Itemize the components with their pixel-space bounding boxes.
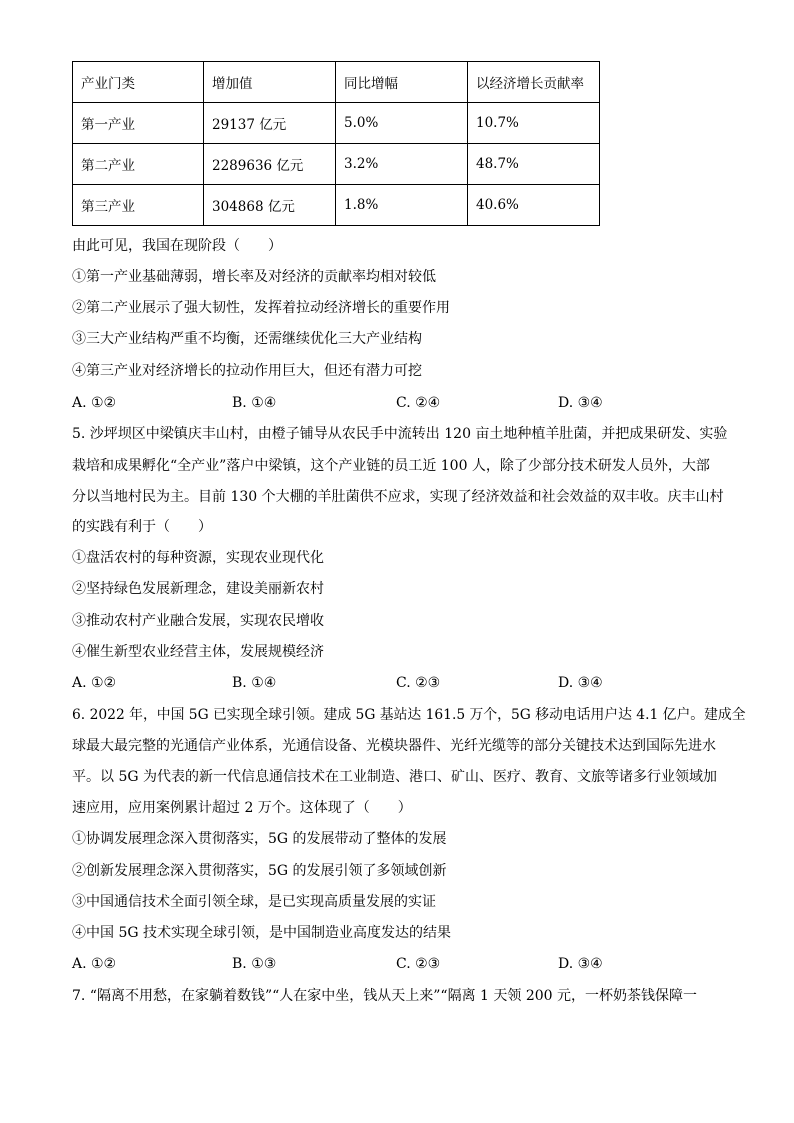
table-cell: 第一产业 <box>73 103 204 144</box>
table-header-cell: 以经济增长贡献率 <box>468 62 600 103</box>
question-6-text-line: 速应用，应用案例累计超过 2 万个。这体现了（ ） <box>72 800 412 816</box>
question-4-option-d[interactable]: D. ③④ <box>558 395 603 411</box>
question-4-statement-2: ②第二产业展示了强大韧性，发挥着拉动经济增长的重要作用 <box>72 300 450 316</box>
table-header-cell: 同比增幅 <box>336 62 468 103</box>
table-row <box>73 103 600 144</box>
table-row <box>73 185 600 226</box>
question-5-text-line: 5. 沙坪坝区中梁镇庆丰山村，由橙子铺导从农民手中流转出 120 亩土地种植羊肚菌，并把成果研发、实验 <box>72 426 728 442</box>
question-6-text-line: 球最大最完整的光通信产业体系，光通信设备、光模块器件、光纤光缆等的部分关键技术达到国际先进水 <box>72 738 716 754</box>
question-6-statement-3: ③中国通信技术全面引领全球，是已实现高质量发展的实证 <box>72 894 436 910</box>
table-cell: 第三产业 <box>73 185 204 226</box>
question-5-statement-1: ①盘活农村的每种资源，实现农业现代化 <box>72 550 324 566</box>
question-4-option-c[interactable]: C. ②④ <box>396 395 441 411</box>
question-5-statement-3: ③推动农村产业融合发展，实现农民增收 <box>72 613 324 629</box>
question-5-option-c[interactable]: C. ②③ <box>396 675 441 691</box>
question-5-text-line: 的实践有利于（ ） <box>72 519 212 535</box>
question-5-text-line: 栽培和成果孵化“全产业”落户中梁镇，这个产业链的员工近 100 人，除了少部分技术研发人员外，大部 <box>72 458 710 474</box>
table-cell: 48.7% <box>468 144 600 185</box>
table-cell: 1.8% <box>336 185 468 226</box>
question-5-statement-2: ②坚持绿色发展新理念，建设美丽新农村 <box>72 581 324 597</box>
table-header-cell: 增加值 <box>204 62 336 103</box>
table-cell: 40.6% <box>468 185 600 226</box>
table-row <box>73 144 600 185</box>
question-5-statement-4: ④催生新型农业经营主体，发展规模经济 <box>72 644 324 660</box>
table-header-cell: 产业门类 <box>73 62 204 103</box>
question-6-option-d[interactable]: D. ③④ <box>558 956 603 972</box>
table-cell: 2289636 亿元 <box>204 144 336 185</box>
question-6-option-c[interactable]: C. ②③ <box>396 956 441 972</box>
question-6-statement-4: ④中国 5G 技术实现全球引领，是中国制造业高度发达的结果 <box>72 925 451 941</box>
question-6-text-line: 平。以 5G 为代表的新一代信息通信技术在工业制造、港口、矿山、医疗、教育、文旅等诸多行业领域加 <box>72 769 717 785</box>
question-5-option-d[interactable]: D. ③④ <box>558 675 603 691</box>
table-cell: 3.2% <box>336 144 468 185</box>
question-4-statement-4: ④第三产业对经济增长的拉动作用巨大，但还有潜力可挖 <box>72 363 422 379</box>
table-cell: 29137 亿元 <box>204 103 336 144</box>
table-header-row <box>73 62 600 103</box>
question-5-text-line: 分以当地村民为主。目前 130 个大棚的羊肚菌供不应求，实现了经济效益和社会效益的双丰收。庆丰山村 <box>72 489 724 505</box>
question-6-statement-1: ①协调发展理念深入贯彻落实，5G 的发展带动了整体的发展 <box>72 831 447 847</box>
question-4-option-a[interactable]: A. ①② <box>72 395 117 411</box>
question-4-statement-3: ③三大产业结构严重不均衡，还需继续优化三大产业结构 <box>72 331 422 347</box>
question-6-statement-2: ②创新发展理念深入贯彻落实，5G 的发展引领了多领域创新 <box>72 863 447 879</box>
question-6-text-line: 6. 2022 年，中国 5G 已实现全球引领。建成 5G 基站达 161.5 万个，5G 移动电话用户达 4.1 亿户。建成全 <box>72 707 746 723</box>
table-cell: 10.7% <box>468 103 600 144</box>
question-4-stem: 由此可见，我国在现阶段（ ） <box>72 238 282 254</box>
question-6-option-b[interactable]: B. ①③ <box>232 956 277 972</box>
question-4-option-b[interactable]: B. ①④ <box>232 395 277 411</box>
table-cell: 5.0% <box>336 103 468 144</box>
table-cell: 第二产业 <box>73 144 204 185</box>
question-5-option-a[interactable]: A. ①② <box>72 675 117 691</box>
question-7-text-line: 7. “隔离不用愁，在家躺着数钱”“人在家中坐，钱从天上来”“隔离 1 天领 200 元，一杯奶茶钱保障一 <box>72 988 698 1004</box>
table-cell: 304868 亿元 <box>204 185 336 226</box>
question-5-option-b[interactable]: B. ①④ <box>232 675 277 691</box>
question-6-option-a[interactable]: A. ①② <box>72 956 117 972</box>
question-4-statement-1: ①第一产业基础薄弱，增长率及对经济的贡献率均相对较低 <box>72 269 436 285</box>
industry-table <box>72 61 600 226</box>
